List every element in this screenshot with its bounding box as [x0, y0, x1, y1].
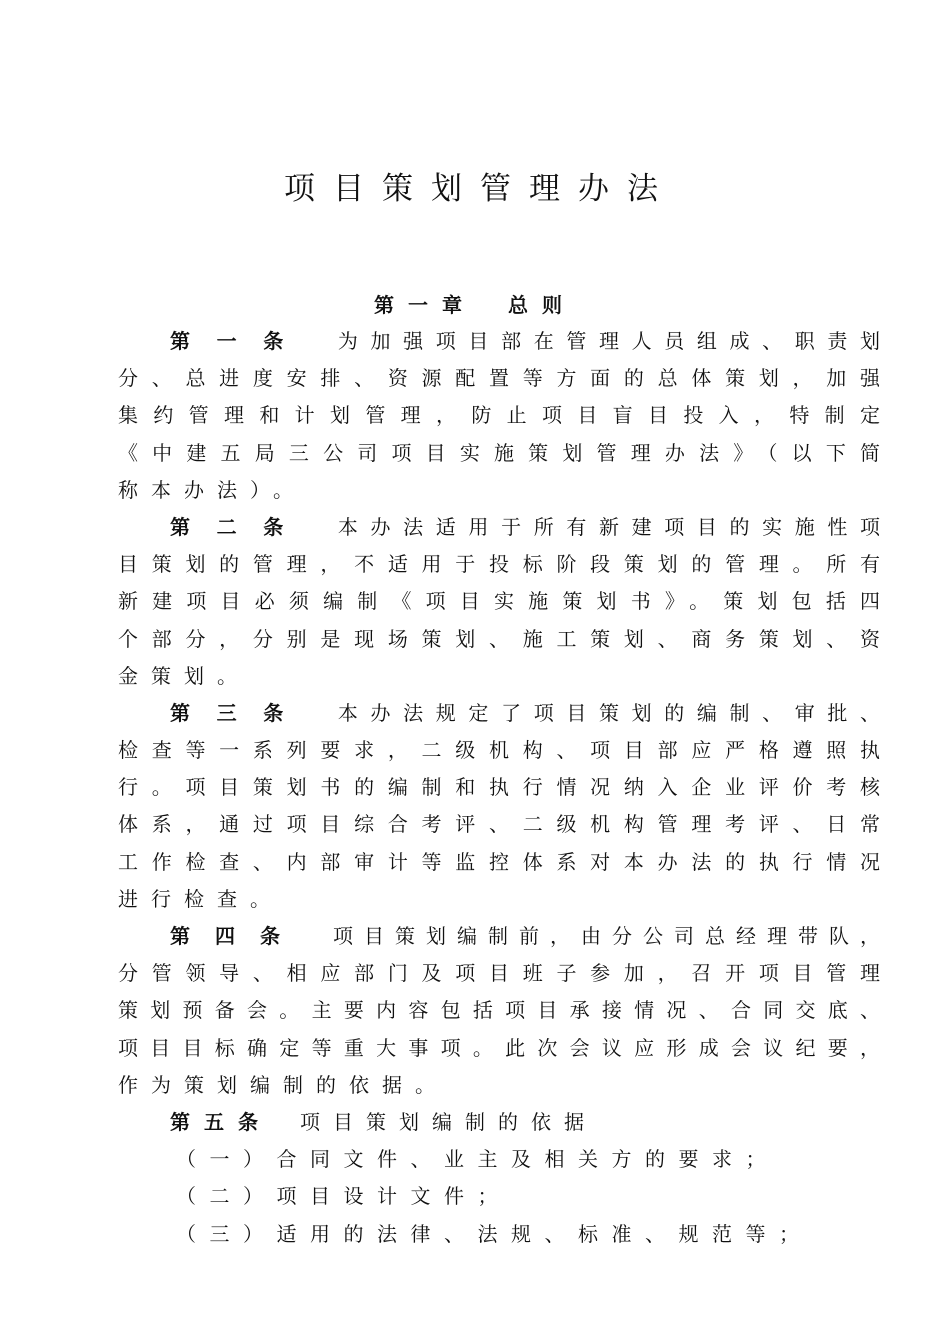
article-3-line-3: 行。项目策划书的编制和执行情况纳入企业评价考核 [118, 775, 880, 800]
article-1-line-2: 分、总进度安排、资源配置等方面的总体策划，加强 [118, 366, 880, 391]
article-1-line-5: 称本办法）。 [118, 477, 306, 502]
article-4-line-2: 分管领导、相应部门及项目班子参加，召开项目管理 [118, 961, 880, 986]
article-4-line-5: 作为策划编制的依据。 [118, 1072, 448, 1097]
article-label: 第三条 [170, 700, 310, 725]
article-3-line-4: 体系，通过项目综合考评、二级机构管理考评、日常 [118, 812, 880, 837]
article-1-line-3: 集约管理和计划管理，防止项目盲目投入，特制定 [118, 403, 880, 428]
article-3-line-6: 进行检查。 [118, 886, 283, 911]
document-body [118, 323, 880, 1253]
article-5-item-2: （二）项目设计文件； [176, 1184, 511, 1209]
article-2-line-2: 目策划的管理，不适用于投标阶段策划的管理。所有 [118, 552, 880, 577]
article-3-line-1: 第三条 本办法规定了项目策划的编制、审批、 [170, 700, 880, 725]
article-label: 第二条 [170, 514, 310, 539]
article-label: 第四条 [170, 924, 305, 948]
article-4-line-3: 策划预备会。主要内容包括项目承接情况、合同交底、 [118, 998, 880, 1023]
article-2-line-4: 个部分，分别是现场策划、施工策划、商务策划、资 [118, 626, 880, 651]
article-5-item-3: （三）适用的法律、法规、标准、规范等； [176, 1221, 813, 1246]
chapter-heading [0, 288, 950, 322]
article-2-line-1: 第二条 本办法适用于所有新建项目的实施性项 [170, 514, 880, 539]
article-5-item-1: （一）合同文件、业主及相关方的要求； [176, 1147, 779, 1172]
chapter-name: 总则 [508, 293, 576, 317]
article-label: 第五条 [170, 1109, 272, 1134]
article-4-line-4: 项目目标确定等重大事项。此次会议应形成会议纪要， [118, 1035, 880, 1060]
article-label: 第一条 [170, 329, 310, 353]
article-2-line-5: 金策划。 [118, 663, 250, 688]
document-title: 项目策划管理办法 [284, 171, 676, 207]
article-1-line-1: 第一条 为加强项目部在管理人员组成、职责划 [170, 329, 880, 353]
article-1-line-4: 《中建五局三公司项目实施策划管理办法》（以下简 [118, 440, 880, 465]
article-2-line-3: 新建项目必须编制《项目实施策划书》。策划包括四 [118, 589, 880, 614]
chapter-number: 第一章 [374, 293, 476, 317]
article-3-line-2: 检查等一系列要求，二级机构、项目部应严格遵照执 [118, 738, 880, 763]
article-5-line-1: 第五条 项目策划编制的依据 [170, 1109, 597, 1134]
article-3-line-5: 工作检查、内部审计等监控体系对本办法的执行情况 [118, 849, 880, 874]
article-4-line-1: 第四条 项目策划编制前，由分公司总经理带队， [170, 924, 880, 948]
